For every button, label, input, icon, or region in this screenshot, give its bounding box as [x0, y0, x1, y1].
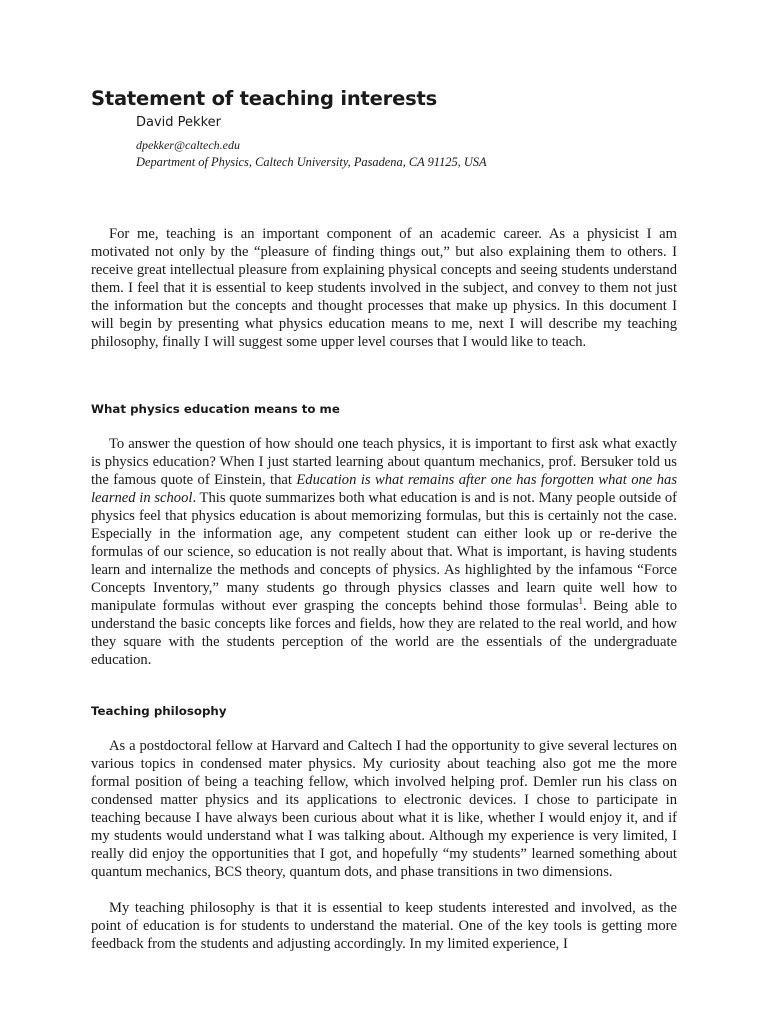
teaching-philosophy-paragraph: My teaching philosophy is that it is essential to keep students interested and involved, as the point of education is for students to understand the material. One of the key tools is getting more feedback from the students and adjusting accordingly. In my limited experience, I	[91, 900, 677, 952]
paragraph-text: . Being able to understand the basic concepts like forces and fields, how they are related to the real world, and how they square with the students perception of the world are the essentials of the undergraduate education.	[91, 598, 677, 668]
paragraph-text: . This quote summarizes both what education is and is not. Many people outside of physics feel that physics education is about memorizing formulas, but this is certainly not the case. Especially in the information age, any competent student can either look up or re-derive the formulas of our science, so education is not really about that. What is important, is having students learn and internalize the methods and concepts of physics. As highlighted by the infamous “Force Concepts Inventory,” many students go through physics classes and learn quite well how to manipulate formulas without ever grasping the concepts behind those formulas	[91, 490, 677, 614]
physics-education-paragraph	[91, 435, 677, 669]
author-email: dpekker@caltech.edu	[136, 138, 240, 152]
einstein-quote: Education is what remains after one has forgotten what one has learned in school	[91, 472, 677, 506]
footnote-marker: 1	[578, 596, 583, 607]
intro-paragraph: For me, teaching is an important component of an academic career. As a physicist I am motivated not only by the “pleasure of finding things out,” but also explaining them to others. I receive great intellectual pleasure from explaining physical concepts and seeing students understand them. I feel that it is essential to keep students involved in the subject, and convey to them not just the information but the concepts and thought processes that make up physics. In this document I will begin by presenting what physics education means to me, next I will describe my teaching philosophy, finally I will suggest some upper level courses that I would like to teach.	[91, 226, 677, 350]
paragraph-text: To answer the question of how should one teach physics, it is important to first ask what exactly is physics education? When I just started learning about quantum mechanics, prof. Bersuker told us the famous quote of Einstein, that	[91, 436, 677, 488]
teaching-experience-paragraph: As a postdoctoral fellow at Harvard and Caltech I had the opportunity to give several lectures on various topics in condensed mater physics. My curiosity about teaching also got me the more formal position of being a teaching fellow, which involved helping prof. Demler run his class on condensed matter physics and its applications to electronic devices. I chose to participate in teaching because I have always been curious about what it is like, whether I would enjoy it, and if my students would understand what I was talking about. Although my experience is very limited, I really did enjoy the opportunities that I got, and hopefully “my students” learned something about quantum mechanics, BCS theory, quantum dots, and phase transitions in two dimensions.	[91, 738, 677, 880]
author-name: David Pekker	[136, 115, 221, 130]
section-heading-physics-education: What physics education means to me	[91, 402, 340, 416]
document-title: Statement of teaching interests	[91, 87, 438, 110]
section-heading-teaching-philosophy: Teaching philosophy	[91, 704, 227, 718]
author-affiliation: Department of Physics, Caltech University, Pasadena, CA 91125, USA	[136, 155, 487, 169]
